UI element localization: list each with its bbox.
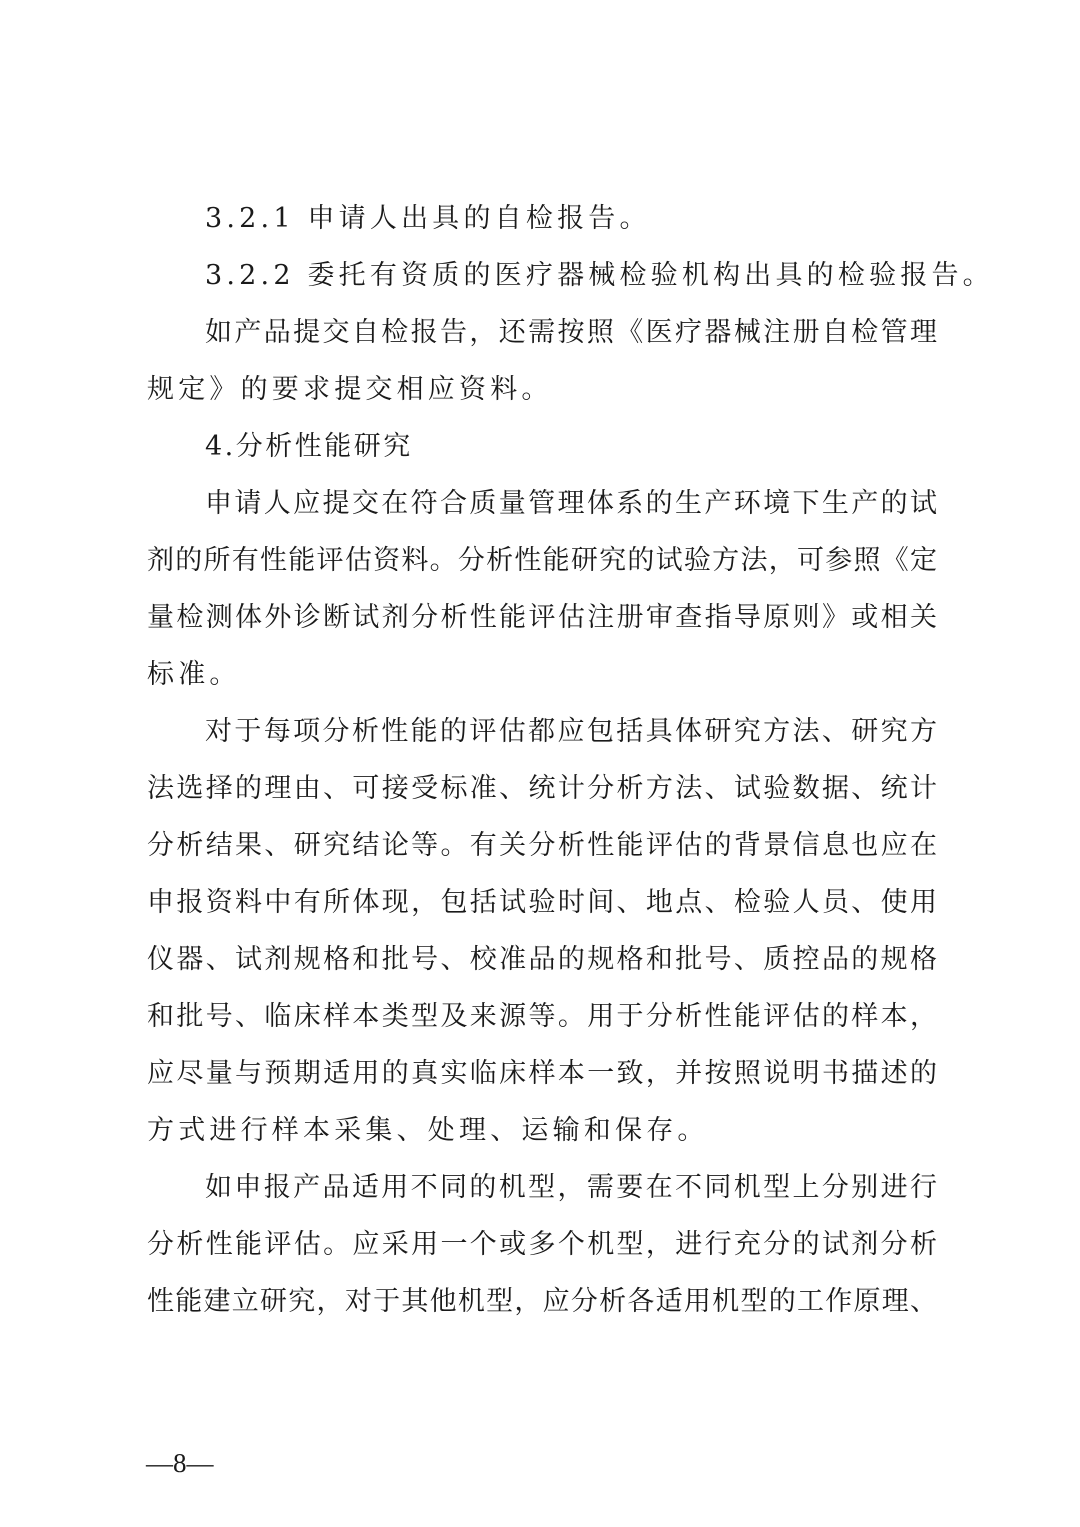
paragraph-line-instrument-1: 如申报产品适用不同的机型，需要在不同机型上分别进行 (205, 1172, 937, 1203)
paragraph-line-applicant-3: 量检测体外诊断试剂分析性能评估注册审查指导原则》或相关 (147, 602, 937, 633)
paragraph-line-evaluation-1: 对于每项分析性能的评估都应包括具体研究方法、研究方 (205, 716, 937, 747)
paragraph-line-evaluation-3: 分析结果、研究结论等。有关分析性能评估的背景信息也应在 (147, 830, 937, 861)
paragraph-line-evaluation-8: 方式进行样本采集、处理、运输和保存。 (147, 1115, 709, 1146)
paragraph-line-3-2-1: 3.2.1 申请人出具的自检报告。 (205, 203, 651, 234)
paragraph-line-evaluation-4: 申报资料中有所体现，包括试验时间、地点、检验人员、使用 (147, 887, 937, 918)
paragraph-line-evaluation-5: 仪器、试剂规格和批号、校准品的规格和批号、质控品的规格 (147, 944, 937, 975)
section-heading-analytical-performance: 4.分析性能研究 (205, 431, 413, 462)
paragraph-line-self-test-2: 规定》的要求提交相应资料。 (147, 374, 553, 405)
paragraph-line-instrument-3: 性能建立研究，对于其他机型，应分析各适用机型的工作原理、 (147, 1286, 937, 1317)
paragraph-line-3-2-2: 3.2.2 委托有资质的医疗器械检验机构出具的检验报告。 (205, 260, 994, 291)
paragraph-line-evaluation-7: 应尽量与预期适用的真实临床样本一致，并按照说明书描述的 (147, 1058, 937, 1089)
page-number: —8— (146, 1448, 214, 1478)
paragraph-line-self-test-1: 如产品提交自检报告，还需按照《医疗器械注册自检管理 (205, 317, 937, 348)
paragraph-line-instrument-2: 分析性能评估。应采用一个或多个机型，进行充分的试剂分析 (147, 1229, 937, 1260)
paragraph-line-applicant-4: 标准。 (147, 659, 241, 690)
paragraph-line-evaluation-2: 法选择的理由、可接受标准、统计分析方法、试验数据、统计 (147, 773, 937, 804)
paragraph-line-evaluation-6: 和批号、临床样本类型及来源等。用于分析性能评估的样本， (147, 1001, 937, 1032)
paragraph-line-applicant-1: 申请人应提交在符合质量管理体系的生产环境下生产的试 (205, 488, 937, 519)
paragraph-line-applicant-2: 剂的所有性能评估资料。分析性能研究的试验方法，可参照《定 (147, 545, 937, 576)
